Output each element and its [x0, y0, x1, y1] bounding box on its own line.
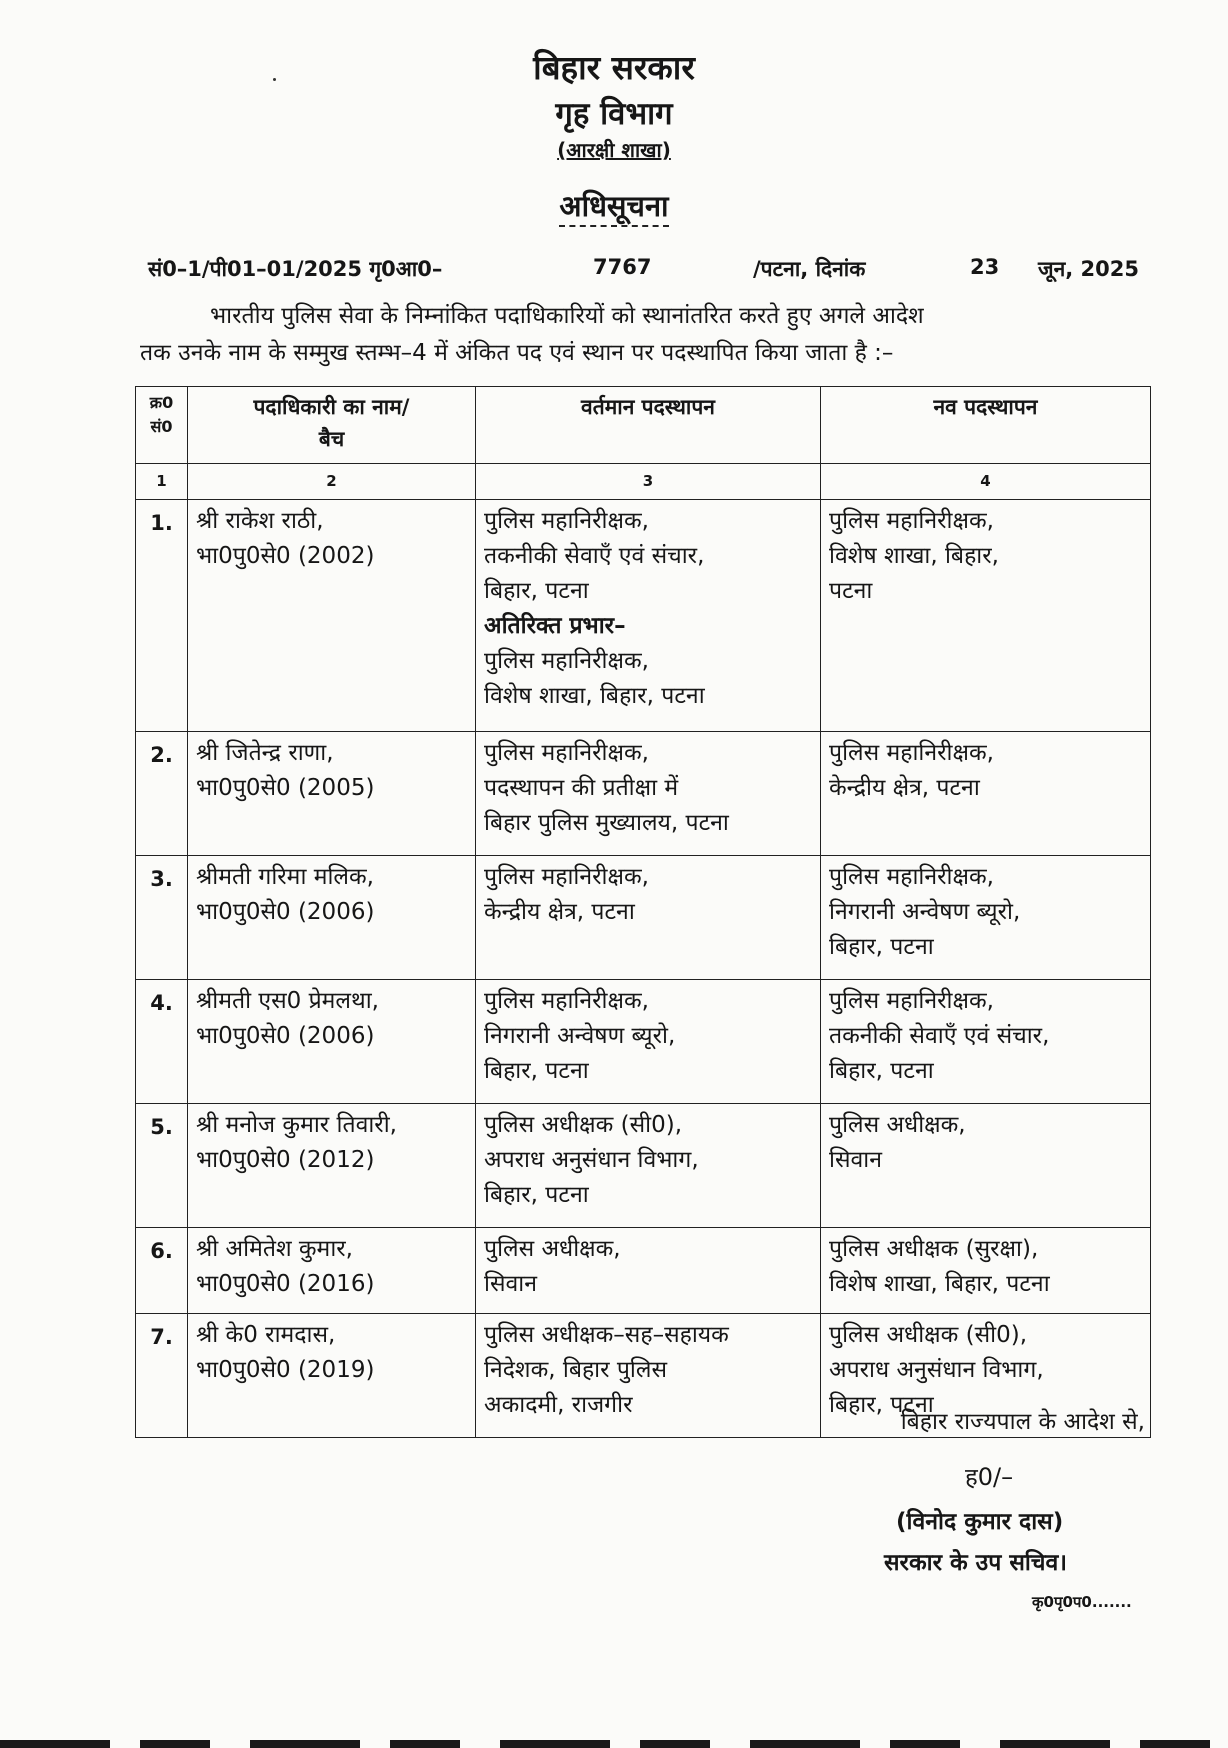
new-posting-line: तकनीकी सेवाएँ एवं संचार, — [829, 1023, 1050, 1049]
new-posting-line: पटना — [829, 578, 873, 604]
serial-number: 7. — [136, 1314, 188, 1438]
table-body — [136, 500, 1151, 1438]
signed-mark: ह0/– — [965, 1463, 1014, 1491]
signatory-designation: सरकार के उप सचिव। — [884, 1550, 1067, 1576]
government-title: बिहार सरकार — [533, 48, 695, 87]
column-number: 2 — [188, 464, 476, 500]
officer-line: भा0पु0से0 (2016) — [196, 1271, 375, 1297]
header-serial — [136, 387, 188, 464]
header-serial-line-1: क्र0 — [149, 393, 174, 412]
new-posting-cell — [821, 1228, 1151, 1314]
current-posting-line: बिहार पुलिस मुख्यालय, पटना — [484, 810, 729, 836]
current-posting-line: अकादमी, राजगीर — [484, 1392, 633, 1418]
branch-title-text: (आरक्षी शाखा) — [557, 138, 671, 162]
new-posting-line: बिहार, पटना — [829, 1058, 934, 1084]
officer-line: भा0पु0से0 (2019) — [196, 1357, 375, 1383]
intro-line-2: तक उनके नाम के सम्मुख स्तम्भ–4 में अंकित पद एवं स्थान पर पदस्थापित किया जाता है :– — [140, 340, 894, 366]
transfer-table — [135, 386, 1151, 1438]
current-posting-cell — [476, 732, 821, 856]
please-turn-over: कृ0पृ0प0....... — [1032, 1593, 1132, 1611]
new-posting-cell — [821, 732, 1151, 856]
memo-number: 7767 — [593, 255, 652, 279]
header-name — [188, 387, 476, 464]
officer-line: श्रीमती गरिमा मलिक, — [196, 864, 374, 890]
column-number: 3 — [476, 464, 821, 500]
table-row — [136, 980, 1151, 1104]
serial-number: 5. — [136, 1104, 188, 1228]
serial-number: 2. — [136, 732, 188, 856]
new-posting-cell — [821, 1104, 1151, 1228]
current-posting-line: पुलिस महानिरीक्षक, — [484, 740, 649, 766]
place-date-label: /पटना, दिनांक — [753, 257, 866, 281]
officer-line: भा0पु0से0 (2012) — [196, 1147, 375, 1173]
new-posting-line: पुलिस अधीक्षक, — [829, 1112, 966, 1138]
table-row — [136, 1228, 1151, 1314]
current-posting-cell — [476, 500, 821, 732]
table-row — [136, 500, 1151, 732]
intro-line-1: भारतीय पुलिस सेवा के निम्नांकित पदाधिकारियों को स्थानांतरित करते हुए अगले आदेश — [210, 303, 924, 329]
governor-order: बिहार राज्यपाल के आदेश से, — [900, 1409, 1145, 1435]
branch-title — [0, 136, 1228, 163]
serial-number: 4. — [136, 980, 188, 1104]
new-posting-cell — [821, 980, 1151, 1104]
bottom-edge-strip — [0, 1740, 1228, 1748]
signatory-name: (विनोद कुमार दास) — [896, 1509, 1064, 1535]
new-posting-line: बिहार, पटना — [829, 1392, 934, 1418]
new-posting-line: पुलिस महानिरीक्षक, — [829, 864, 994, 890]
serial-number: 1. — [136, 500, 188, 732]
officer-line: श्री अमितेश कुमार, — [196, 1236, 353, 1262]
new-posting-line: पुलिस महानिरीक्षक, — [829, 988, 994, 1014]
current-posting-cell — [476, 856, 821, 980]
current-posting-line: पुलिस महानिरीक्षक, — [484, 864, 649, 890]
column-number: 4 — [821, 464, 1151, 500]
additional-charge-line: पुलिस महानिरीक्षक, — [484, 648, 649, 674]
date-day: 23 — [970, 255, 1000, 279]
officer-line: श्रीमती एस0 प्रेमलथा, — [196, 988, 379, 1014]
new-posting-line: पुलिस महानिरीक्षक, — [829, 740, 994, 766]
additional-charge-label: अतिरिक्त प्रभार– — [484, 613, 626, 639]
reference-number: सं0–1/पी01–01/2025 गृ0आ0– — [148, 257, 443, 281]
current-posting-cell — [476, 980, 821, 1104]
officer-cell — [188, 856, 476, 980]
serial-number: 6. — [136, 1228, 188, 1314]
officer-cell — [188, 1104, 476, 1228]
table-row — [136, 1104, 1151, 1228]
current-posting-line: पुलिस अधीक्षक–सह–सहायक — [484, 1322, 729, 1348]
header-name-line-2: बैच — [318, 427, 345, 451]
new-posting-cell — [821, 500, 1151, 732]
current-posting-cell — [476, 1314, 821, 1438]
current-posting-line: निदेशक, बिहार पुलिस — [484, 1357, 668, 1383]
officer-cell — [188, 1228, 476, 1314]
current-posting-line: निगरानी अन्वेषण ब्यूरो, — [484, 1023, 676, 1049]
new-posting-line: विशेष शाखा, बिहार, पटना — [829, 1271, 1050, 1297]
serial-number: 3. — [136, 856, 188, 980]
current-posting-line: पुलिस महानिरीक्षक, — [484, 508, 649, 534]
date-month-year: जून, 2025 — [1038, 257, 1139, 281]
current-posting-line: बिहार, पटना — [484, 578, 589, 604]
officer-line: भा0पु0से0 (2006) — [196, 1023, 375, 1049]
header-serial-line-2: सं0 — [150, 417, 173, 436]
current-posting-line: सिवान — [484, 1271, 538, 1297]
current-posting-line: पदस्थापन की प्रतीक्षा में — [484, 775, 679, 801]
new-posting-line: पुलिस अधीक्षक (सी0), — [829, 1322, 1028, 1348]
header-new-posting: नव पदस्थापन — [821, 387, 1151, 464]
officer-line: भा0पु0से0 (2006) — [196, 899, 375, 925]
officer-cell — [188, 1314, 476, 1438]
officer-line: भा0पु0से0 (2002) — [196, 543, 375, 569]
new-posting-line: पुलिस महानिरीक्षक, — [829, 508, 994, 534]
officer-line: भा0पु0से0 (2005) — [196, 775, 375, 801]
current-posting-line: बिहार, पटना — [484, 1058, 589, 1084]
department-title: गृह विभाग — [555, 96, 673, 132]
current-posting-line: तकनीकी सेवाएँ एवं संचार, — [484, 543, 705, 569]
officer-line: श्री जितेन्द्र राणा, — [196, 740, 334, 766]
current-posting-line: केन्द्रीय क्षेत्र, पटना — [484, 899, 635, 925]
officer-line: श्री के0 रामदास, — [196, 1322, 336, 1348]
officer-cell — [188, 732, 476, 856]
officer-cell — [188, 980, 476, 1104]
intro-paragraph — [140, 298, 1150, 372]
current-posting-line: अपराध अनुसंधान विभाग, — [484, 1147, 699, 1173]
current-posting-line: पुलिस महानिरीक्षक, — [484, 988, 649, 1014]
new-posting-line: पुलिस अधीक्षक (सुरक्षा), — [829, 1236, 1039, 1262]
notification-heading-text: अधिसूचना — [559, 189, 668, 227]
table-row — [136, 856, 1151, 980]
reference-line — [148, 255, 1148, 289]
additional-charge-line: विशेष शाखा, बिहार, पटना — [484, 683, 705, 709]
current-posting-cell — [476, 1104, 821, 1228]
column-number-row — [136, 464, 1151, 500]
header-current-posting: वर्तमान पदस्थापन — [476, 387, 821, 464]
current-posting-line: बिहार, पटना — [484, 1182, 589, 1208]
officer-line: श्री राकेश राठी, — [196, 508, 324, 534]
new-posting-line: अपराध अनुसंधान विभाग, — [829, 1357, 1044, 1383]
current-posting-line: पुलिस अधीक्षक (सी0), — [484, 1112, 683, 1138]
officer-cell — [188, 500, 476, 732]
column-number: 1 — [136, 464, 188, 500]
current-posting-cell — [476, 1228, 821, 1314]
new-posting-line: निगरानी अन्वेषण ब्यूरो, — [829, 899, 1021, 925]
header-name-line-1: पदाधिकारी का नाम/ — [253, 395, 410, 419]
new-posting-line: केन्द्रीय क्षेत्र, पटना — [829, 775, 980, 801]
table-row — [136, 732, 1151, 856]
new-posting-line: बिहार, पटना — [829, 934, 934, 960]
new-posting-line: सिवान — [829, 1147, 883, 1173]
new-posting-line: विशेष शाखा, बिहार, — [829, 543, 999, 569]
current-posting-line: पुलिस अधीक्षक, — [484, 1236, 621, 1262]
table-header-row — [136, 387, 1151, 464]
new-posting-cell — [821, 856, 1151, 980]
officer-line: श्री मनोज कुमार तिवारी, — [196, 1112, 397, 1138]
notification-heading — [0, 186, 1228, 225]
